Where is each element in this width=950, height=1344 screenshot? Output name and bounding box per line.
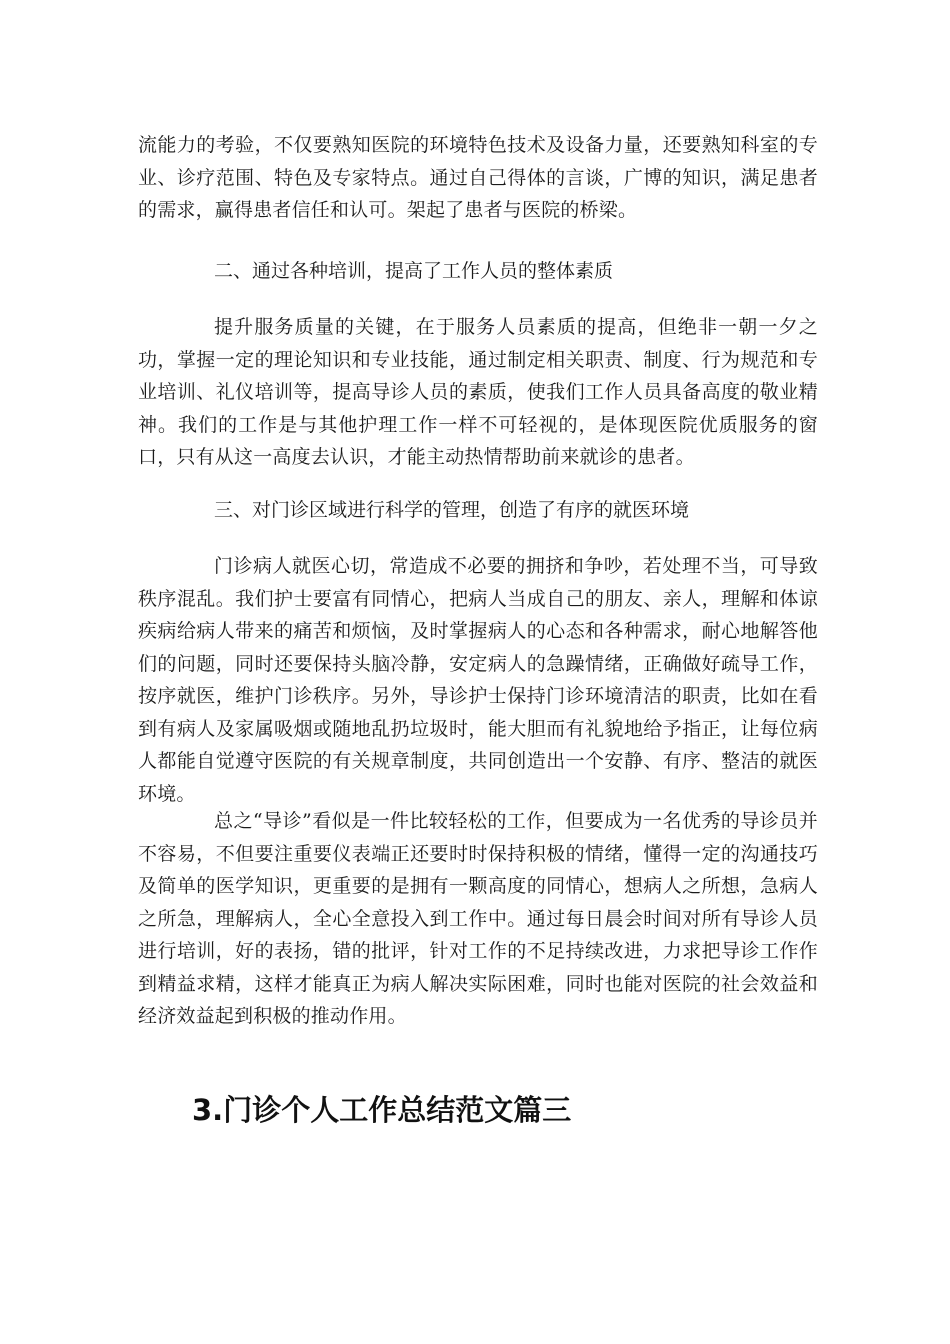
body-paragraph-1: 流能力的考验，不仅要熟知医院的环境特色技术及设备力量，还要熟知科室的专业、诊疗范围、特色及专家特点。通过自己得体的言谈，广博的知识，满足患者的需求，赢得患者信任和认可。架起了患者与医院的桥梁。 (138, 134, 818, 221)
body-paragraph-2: 提升服务质量的关键，在于服务人员素质的提高，但绝非一朝一夕之功，掌握一定的理论知识和专业技能，通过制定相关职责、制度、行为规范和专业培训、礼仪培训等，提高导诊人员的素质，使我们工作人员具备高度的敬业精神。我们的工作是与其他护理工作一样不可轻视的，是体现医院优质服务的窗口，只有从这一高度去认识，才能主动热情帮助前来就诊的患者。 (138, 316, 818, 468)
section-title: 3.门诊个人工作总结范文篇三 (192, 1093, 572, 1127)
subheading-training: 二、通过各种培训，提高了工作人员的整体素质 (214, 260, 614, 282)
body-paragraph-4: 总之“导诊”看似是一件比较轻松的工作，但要成为一名优秀的导诊员并不容易，不但要注重要仪表端正还要时时保持积极的情绪，懂得一定的沟通技巧及简单的医学知识，更重要的是拥有一颗高度的同情心，想病人之所想，急病人之所急，理解病人，全心全意投入到工作中。通过每日晨会时间对所有导诊人员进行培训，好的表扬，错的批评，针对工作的不足持续改进，力求把导诊工作作到精益求精，这样才能真正为病人解决实际困难，同时也能对医院的社会效益和经济效益起到积极的推动作用。 (138, 810, 818, 1027)
subheading-management: 三、对门诊区域进行科学的管理，创造了有序的就医环境 (214, 499, 690, 521)
body-paragraph-3: 门诊病人就医心切，常造成不必要的拥挤和争吵，若处理不当，可导致秩序混乱。我们护士要富有同情心，把病人当成自己的朋友、亲人，理解和体谅疾病给病人带来的痛苦和烦恼，及时掌握病人的心态和各种需求，耐心地解答他们的问题，同时还要保持头脑冷静，安定病人的急躁情绪，正确做好疏导工作，按序就医，维护门诊秩序。另外，导诊护士保持门诊环境清洁的职责，比如在看到有病人及家属吸烟或随地乱扔垃圾时，能大胆而有礼貌地给予指正，让每位病人都能自觉遵守医院的有关规章制度，共同创造出一个安静、有序、整洁的就医环境。 (138, 555, 818, 805)
